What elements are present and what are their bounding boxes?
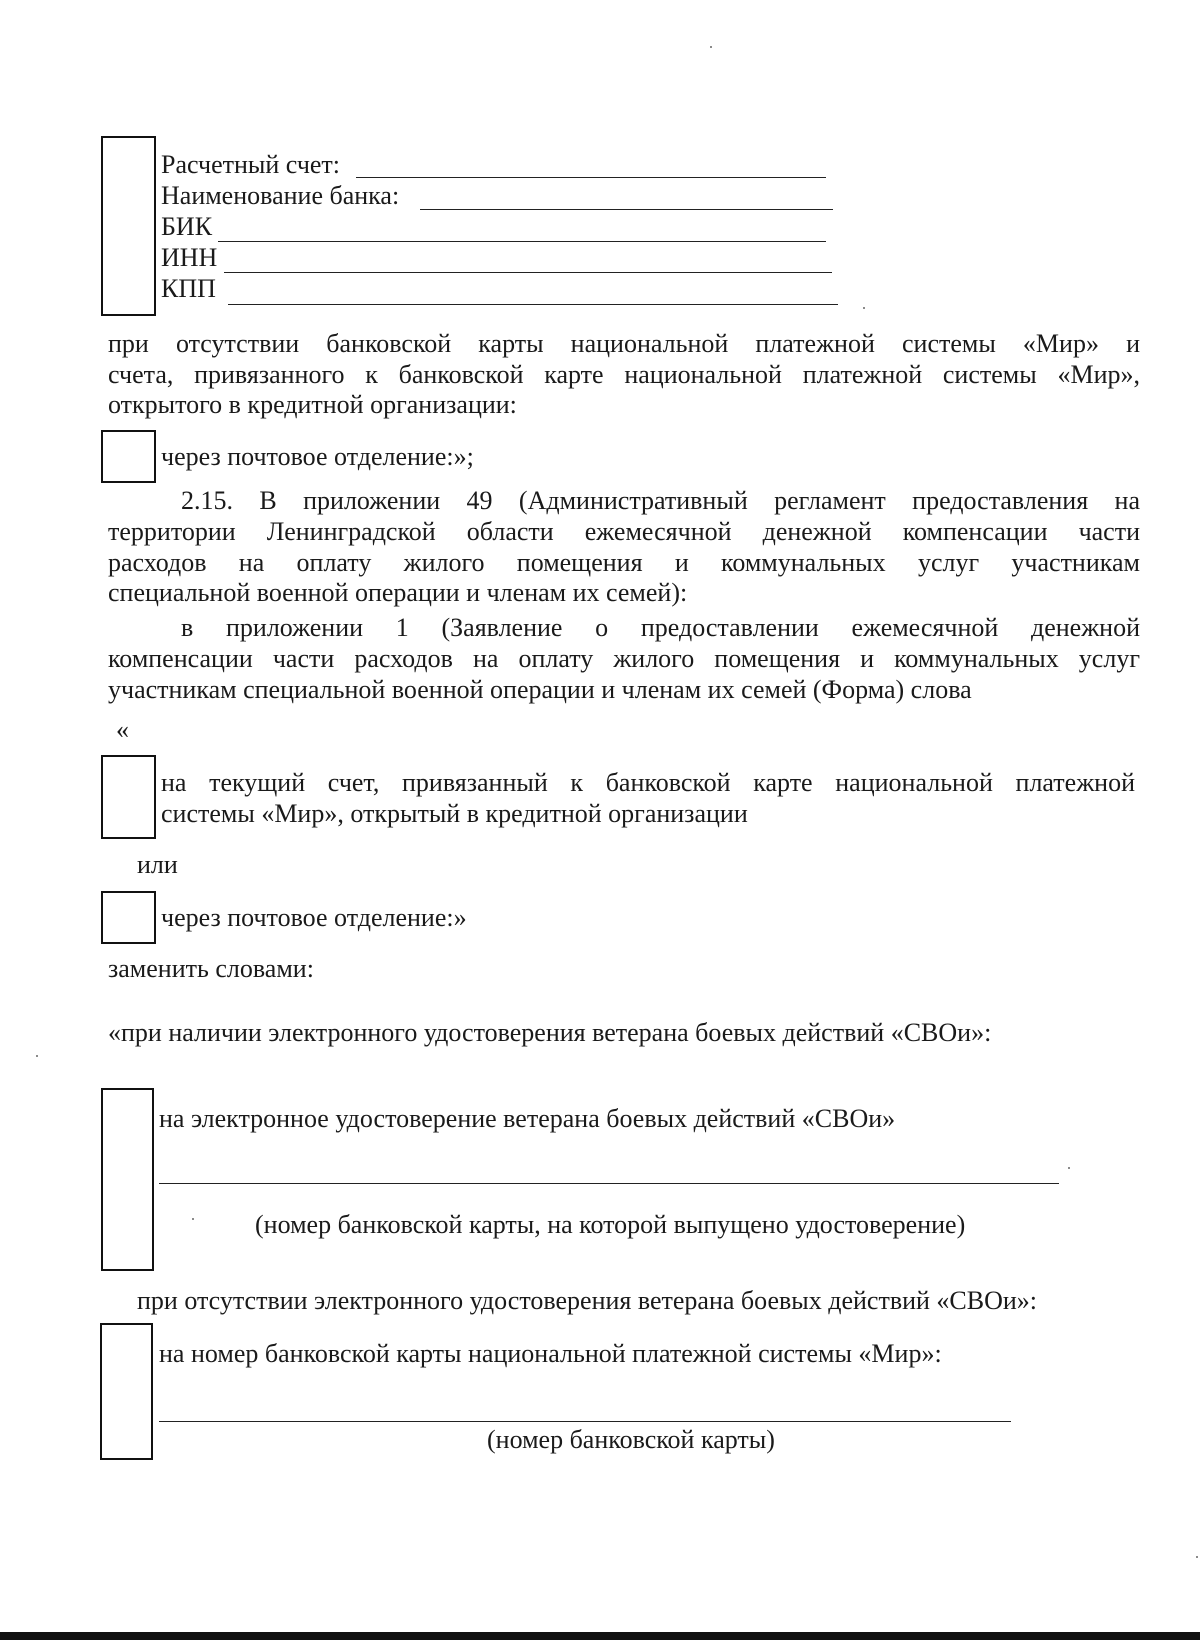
account-field[interactable]: [356, 177, 826, 178]
kpp-label: КПП: [161, 274, 216, 303]
appendix-line-1: в приложении 1 (Заявление о предоставлении ежемесячной денежной: [181, 613, 1140, 642]
scan-speck: [1068, 1167, 1070, 1169]
appendix-line-2: компенсации части расходов на оплату жилого помещения и коммунальных услуг: [108, 644, 1140, 673]
no-card-line-3: открытого в кредитной организации:: [108, 390, 517, 419]
section-215-line-2: территории Ленинградской области ежемесячной денежной компенсации части: [108, 517, 1140, 546]
current-account-line-2: системы «Мир», открытый в кредитной организации: [161, 799, 748, 828]
svoi-certificate-checkbox[interactable]: [101, 1088, 154, 1271]
bank-name-field[interactable]: [420, 209, 833, 210]
bik-field[interactable]: [218, 241, 826, 242]
mir-card-label: на номер банковской карты национальной платежной системы «Мир»:: [159, 1339, 942, 1368]
without-svoi-heading: при отсутствии электронного удостоверения ветерана боевых действий «СВОи»:: [137, 1286, 1038, 1315]
no-card-line-2: счета, привязанного к банковской карте национальной платежной системы «Мир»,: [108, 360, 1140, 389]
section-215-line-3: расходов на оплату жилого помещения и коммунальных услуг участникам: [108, 548, 1140, 577]
scan-speck: [36, 1055, 38, 1057]
scan-speck: [863, 307, 865, 309]
mir-card-checkbox[interactable]: [100, 1323, 153, 1460]
current-account-line-1: на текущий счет, привязанный к банковской карте национальной платежной: [161, 768, 1135, 797]
current-account-checkbox[interactable]: [101, 755, 156, 839]
post-office-label-1: через почтовое отделение:»;: [161, 442, 474, 471]
replace-with-text: заменить словами:: [108, 954, 314, 983]
scan-speck: [710, 46, 712, 48]
or-text: или: [137, 850, 178, 879]
svoi-certificate-label: на электронное удостоверение ветерана боевых действий «СВОи»: [159, 1104, 896, 1133]
open-quote: «: [116, 715, 129, 744]
svoi-card-number-field[interactable]: [159, 1183, 1059, 1184]
post-office-checkbox-1[interactable]: [101, 430, 156, 483]
appendix-line-3: участникам специальной военной операции и членам их семей (Форма) слова: [108, 675, 972, 704]
svoi-card-number-caption: (номер банковской карты, на которой выпущено удостоверение): [255, 1210, 966, 1239]
account-label: Расчетный счет:: [161, 150, 341, 179]
no-card-line-1: при отсутствии банковской карты национальной платежной системы «Мир» и: [108, 329, 1140, 358]
section-215-line-1: 2.15. В приложении 49 (Административный регламент предоставления на: [181, 486, 1140, 515]
with-svoi-heading: «при наличии электронного удостоверения ветерана боевых действий «СВОи»:: [108, 1018, 992, 1047]
post-office-checkbox-2[interactable]: [101, 891, 156, 944]
post-office-label-2: через почтовое отделение:»: [161, 903, 467, 932]
bank-details-checkbox[interactable]: [101, 136, 156, 316]
scan-speck: [1196, 1556, 1198, 1558]
inn-field[interactable]: [224, 272, 832, 273]
scan-bottom-border: [0, 1632, 1200, 1640]
inn-label: ИНН: [161, 243, 218, 272]
bank-name-label: Наименование банка:: [161, 181, 400, 210]
section-215-line-4: специальной военной операции и членам их семей):: [108, 578, 688, 607]
bik-label: БИК: [161, 212, 213, 241]
kpp-field[interactable]: [228, 304, 838, 305]
scan-speck: [192, 1218, 194, 1220]
mir-card-number-caption: (номер банковской карты): [487, 1425, 775, 1454]
mir-card-number-field[interactable]: [159, 1421, 1011, 1422]
